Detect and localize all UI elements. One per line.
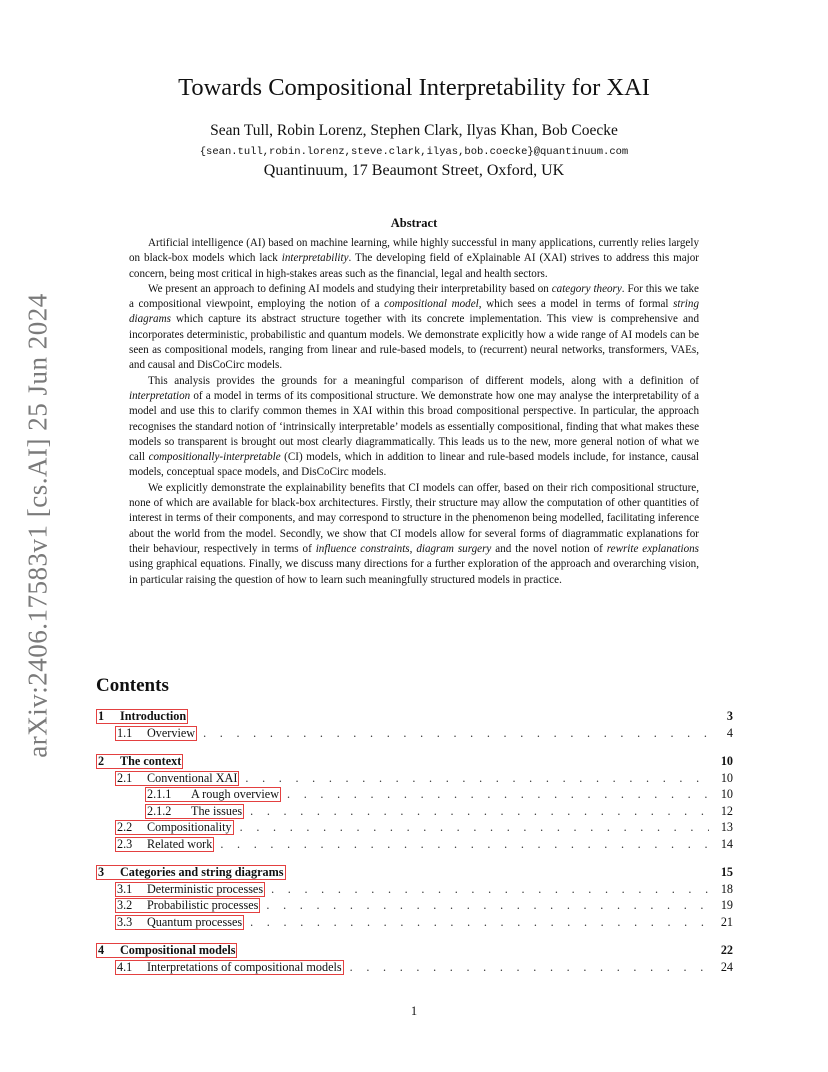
- paragraph-text: , which sees a model in terms of formal: [478, 298, 674, 311]
- toc-title: Compositional models: [120, 943, 236, 957]
- toc-page-number: 10: [720, 787, 733, 801]
- emphasis-text: interpretation: [129, 389, 191, 402]
- toc-title: The issues: [191, 803, 243, 818]
- paragraph-text: ,: [409, 542, 417, 555]
- author-list: Sean Tull, Robin Lorenz, Stephen Clark, Ilyas Khan, Bob Coecke: [210, 122, 618, 139]
- toc-leader-dots: [240, 819, 709, 836]
- toc-section: [96, 942, 733, 975]
- toc-page-number: 10: [720, 754, 733, 768]
- toc-leader-dots: [271, 881, 709, 898]
- toc-title: Quantum processes: [147, 914, 243, 929]
- toc-title: Compositionality: [147, 820, 232, 834]
- toc-leader-dots: [350, 959, 709, 976]
- toc-leader-dots: [250, 914, 709, 931]
- abstract-paragraph: [129, 481, 699, 588]
- toc-title: A rough overview: [191, 787, 280, 801]
- paragraph-text: . For this we take a compositional viewpoint, employing the notion of a: [129, 282, 699, 311]
- toc-number: 4.1: [117, 959, 133, 974]
- emphasis-text: influence constraints: [315, 542, 410, 555]
- paragraph-text: which capture its abstract structure together with its concrete implementation. This view is comprehensive and incorporates deterministic, probabilistic and quantum models. We demonstrate explicitly how a wide range of AI models can be seen as compositional models, ranging from linear and rule-based models, to (recurrent) neural networks, transformers, VAEs, and causal and DisCoCirc models.: [129, 313, 699, 372]
- toc-entry[interactable]: [96, 942, 733, 959]
- toc-entry[interactable]: [96, 725, 733, 742]
- toc-link[interactable]: [145, 804, 244, 819]
- toc-number: 1.1: [117, 725, 133, 740]
- toc-link[interactable]: [96, 709, 188, 724]
- toc-page-number: 3: [726, 709, 733, 723]
- toc-number: 3: [98, 865, 105, 879]
- paragraph-text: using graphical equations. Finally, we discuss many directions for a further exploration of the approach and overarching vision, in particular raising the question of how to learn such meaningfully structured models in practice.: [129, 558, 699, 586]
- paragraph-text: and the novel notion of: [491, 542, 607, 555]
- toc-link[interactable]: [115, 898, 260, 913]
- emphasis-text: diagram surgery: [416, 542, 492, 555]
- arxiv-stamp: [10, 290, 66, 760]
- toc-leader-dots: [250, 803, 709, 820]
- contents-heading: Contents: [96, 675, 169, 696]
- paragraph-text: Artificial intelligence (AI) based on machine learning, while highly successful in many applications, currently relies largely on black-box models which lack: [129, 237, 699, 265]
- toc-entry[interactable]: [96, 803, 733, 820]
- toc-title: Categories and string diagrams: [120, 865, 284, 879]
- toc-entry[interactable]: [96, 819, 733, 836]
- toc-link[interactable]: [115, 960, 344, 975]
- toc-entry[interactable]: [96, 753, 733, 770]
- toc-title: Overview: [147, 725, 196, 740]
- toc-link[interactable]: [115, 726, 197, 741]
- paragraph-text: . The developing field of eXplainable AI (XAI) strives to address this major concern, being most critical in high-stakes areas such as the financial, legal and health sectors.: [129, 252, 699, 280]
- emphasis-text: interpretability: [281, 252, 349, 265]
- emphasis-text: compositionally-interpretable: [148, 451, 281, 464]
- toc-link[interactable]: [96, 943, 237, 958]
- toc-title: The context: [120, 754, 182, 768]
- abstract-paragraph: [129, 236, 699, 282]
- emphasis-text: compositional model: [384, 298, 479, 311]
- toc-entry[interactable]: [96, 881, 733, 898]
- toc-section: [96, 864, 733, 930]
- toc-page-number: 19: [720, 898, 733, 912]
- paragraph-text: This analysis provides the grounds for a meaningful comparison of different models, along with a definition of: [148, 374, 699, 387]
- toc-number: 2.1.1: [147, 787, 172, 801]
- paragraph-text: We present an approach to defining AI models and studying their interpretability based on: [148, 282, 552, 295]
- abstract-paragraph: [129, 374, 699, 481]
- table-of-contents: [96, 708, 733, 975]
- toc-entry[interactable]: [96, 864, 733, 881]
- toc-link[interactable]: [96, 754, 183, 769]
- arxiv-id: arXiv:2406.17583v1 [cs.AI] 25 Jun 2024: [22, 292, 53, 758]
- toc-title: Conventional XAI: [147, 770, 238, 785]
- paragraph-text: (CI) models, which in addition to linear and rule-based models include, for instance, causal models, conceptual space models, and DisCoCirc models.: [129, 451, 699, 479]
- toc-number: 4: [98, 943, 105, 957]
- toc-leader-dots: [266, 897, 709, 914]
- toc-entry[interactable]: [96, 959, 733, 976]
- toc-title: Related work: [147, 836, 213, 851]
- toc-entry[interactable]: [96, 770, 733, 787]
- toc-number: 2.3: [117, 836, 133, 851]
- page-number: 1: [410, 1004, 418, 1018]
- toc-number: 2.2: [117, 820, 133, 834]
- toc-title: Probabilistic processes: [147, 898, 259, 912]
- paragraph-text: of a model in terms of its compositional structure. We demonstrate how one may analyse the interpretability of a model and use this to clarify common themes in XAI within this broad compositional perspective. In particular, the approach recognises the standard notion of ‘intrinsically interpretable’ models as essentially compositional, finding that what makes these models so transparent is brought out most clearly diagrammatically. This leads us to the new, more general notion of what we call: [129, 389, 699, 464]
- toc-page-number: 4: [726, 725, 733, 740]
- author-emails: {sean.tull,robin.lorenz,steve.clark,ilyas,bob.coecke}@quantinuum.com: [199, 146, 629, 158]
- abstract-body: [129, 236, 699, 588]
- toc-entry[interactable]: [96, 786, 733, 803]
- emphasis-text: string diagrams: [129, 298, 699, 326]
- toc-page-number: 15: [720, 865, 733, 879]
- toc-number: 2: [98, 754, 105, 768]
- toc-section: [96, 753, 733, 852]
- toc-leader-dots: [220, 836, 709, 853]
- toc-title: Deterministic processes: [147, 881, 264, 896]
- toc-leader-dots: [245, 770, 709, 787]
- toc-number: 3.1: [117, 881, 133, 896]
- toc-link[interactable]: [145, 787, 281, 802]
- toc-entry[interactable]: [96, 836, 733, 853]
- toc-link[interactable]: [115, 915, 244, 930]
- toc-link[interactable]: [115, 837, 214, 852]
- emphasis-text: category theory: [551, 282, 622, 295]
- paragraph-text: We explicitly demonstrate the explainability benefits that CI models can offer, based on their rich compositional structure, none of which are available for black-box architectures. Firstly, their structure may allow the computation of other quantities of interest in terms of their components, and may correspond to structure in the phenomenon being modelled, facilitating inference about the world from the model. Secondly, we show that CI models allow for several forms of diagrammatic explanations for their behaviour, respectively in terms of: [129, 481, 699, 555]
- abstract-paragraph: [129, 282, 699, 374]
- toc-link[interactable]: [115, 771, 239, 786]
- toc-title: Introduction: [120, 709, 187, 723]
- toc-leader-dots: [287, 786, 709, 803]
- toc-page-number: 14: [720, 836, 733, 851]
- toc-page-number: 22: [720, 943, 733, 957]
- toc-page-number: 21: [720, 914, 733, 929]
- toc-page-number: 24: [720, 959, 733, 974]
- toc-entry[interactable]: [96, 708, 733, 725]
- toc-page-number: 12: [720, 803, 733, 818]
- toc-link[interactable]: [115, 882, 265, 897]
- toc-number: 2.1: [117, 770, 133, 785]
- toc-title: Interpretations of compositional models: [147, 959, 342, 974]
- toc-page-number: 10: [720, 770, 733, 785]
- toc-number: 3.2: [117, 898, 133, 912]
- toc-entry[interactable]: [96, 914, 733, 931]
- toc-number: 2.1.2: [147, 803, 172, 818]
- toc-section: [96, 708, 733, 741]
- toc-number: 3.3: [117, 914, 133, 929]
- toc-link[interactable]: [96, 865, 286, 880]
- toc-page-number: 13: [720, 820, 733, 834]
- paper-title: Towards Compositional Interpretability for XAI: [178, 74, 650, 101]
- toc-number: 1: [98, 709, 105, 723]
- toc-entry[interactable]: [96, 897, 733, 914]
- toc-page-number: 18: [720, 881, 733, 896]
- affiliation: Quantinuum, 17 Beaumont Street, Oxford, UK: [263, 162, 565, 179]
- emphasis-text: rewrite explanations: [606, 542, 699, 555]
- abstract-heading: Abstract: [390, 216, 438, 230]
- toc-link[interactable]: [115, 820, 234, 835]
- toc-leader-dots: [203, 725, 709, 742]
